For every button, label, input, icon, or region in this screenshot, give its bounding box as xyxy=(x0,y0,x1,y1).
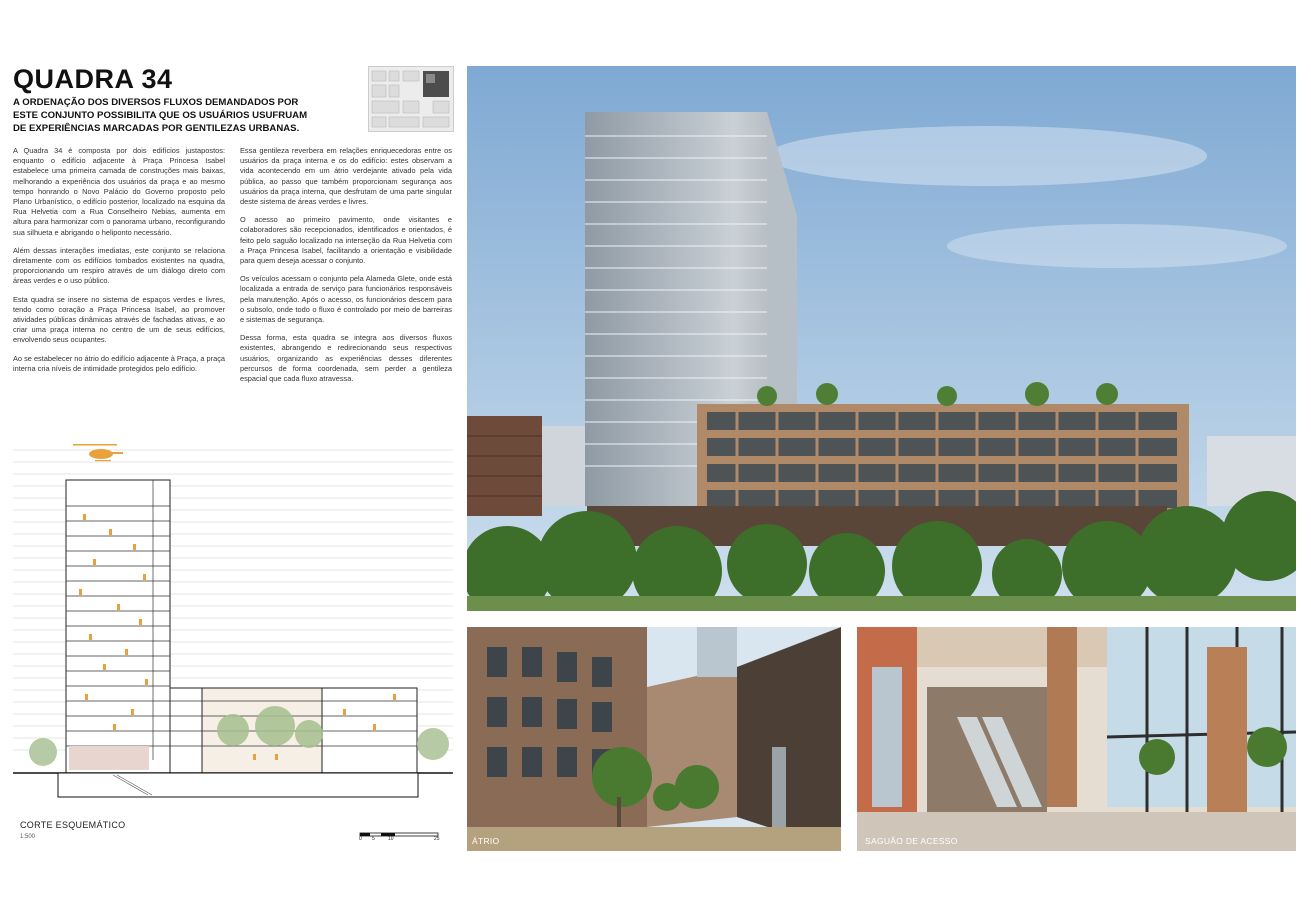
atrium-render-image xyxy=(467,627,841,851)
scale-tick: 10 xyxy=(388,836,394,842)
section-caption: CORTE ESQUEMÁTICO xyxy=(20,820,126,830)
paragraph: Os veículos acessam o conjunto pela Alameda Glete, onde está localizada a entrada de serviço para funcionários responsáveis pela manutenção. Após o acesso, os funcionários descem para o subsolo, onde todo o fluxo é controlado por meio de barreiras e sistemas de segurança. xyxy=(240,274,452,325)
lobby-caption: SAGUÃO DE ACESSO xyxy=(865,836,958,846)
scale-tick: 0 xyxy=(359,836,362,842)
paragraph: Esta quadra se insere no sistema de espaços verdes e livres, tendo como coração a Praça Princesa Isabel, ao promover atividades públicas dinâmicas através de fachadas ativas, e ao criar uma praça interna no centro de um de seus edifícios, envolvendo seus ocupantes. xyxy=(13,294,225,345)
paragraph: A Quadra 34 é composta por dois edifícios justapostos: enquanto o edifício adjacente à Praça Princesa Isabel estabelece uma primeira camada de construções mais baixas, melhorando a experiência dos usuários da praça e ao mesmo tempo honrando o Novo Palácio do Governo proposto pelo Plano Urbanístico, o edifício posterior, localizado na esquina da Rua Helvetia com a Rua Conselheiro Nebias, aumenta em altura para harmonizar com o panorama urbano, reconfigurando sua silhueta e abrigando o heliponto necessário. xyxy=(13,146,225,237)
text-column-1 xyxy=(13,146,225,382)
paragraph: Essa gentileza reverbera em relações enriquecedoras entre os usuários da praça interna e os do edifício: estes observam a vida acontecendo em um átrio verdejante ativado pela vida pública, ao passo que também proporcionam segurança aos usuários da praça interna, que desfrutam de uma parte singular deste sistema de áreas verdes e livres. xyxy=(240,146,452,207)
location-key-map xyxy=(368,66,454,132)
schematic-section-drawing xyxy=(13,430,453,810)
paragraph: Além dessas interações imediatas, este conjunto se relaciona diretamente com os edifícios tombados existentes na quadra, proporcionando um respiro através de um diálogo direto com áreas verdes e o uso público. xyxy=(13,245,225,286)
page-title: QUADRA 34 xyxy=(13,64,173,94)
paragraph: Ao se estabelecer no átrio do edifício adjacente à Praça, a praça interna cria níveis de intimidade protegidos pelo edifício. xyxy=(13,353,225,373)
paragraph: O acesso ao primeiro pavimento, onde visitantes e colaboradores são recepcionados, identificados e orientados, é feito pelo saguão localizado na interseção da Rua Helvetia com a Praça Princesa Isabel, facilitando a orientação e visibilidade para quem deseja acessar o conjunto. xyxy=(240,215,452,266)
graphic-scale-bar xyxy=(359,826,439,844)
scale-tick: 25 xyxy=(434,836,440,842)
text-column-2 xyxy=(240,146,452,392)
atrium-caption: ÁTRIO xyxy=(472,836,500,846)
aerial-render-image xyxy=(467,66,1296,611)
scale-tick: 5 xyxy=(372,836,375,842)
lobby-render-image xyxy=(857,627,1296,851)
section-scale-ratio: 1:500 xyxy=(20,834,36,840)
paragraph: Dessa forma, esta quadra se integra aos diversos fluxos existentes, abrangendo e redirecionando seus respectivos usuários, organizando as experiências desses diferentes percursos de forma coordenada, sem perder a gentileza espacial que cada fluxo atravessa. xyxy=(240,333,452,384)
page-subtitle: A ORDENAÇÃO DOS DIVERSOS FLUXOS DEMANDADOS POR ESTE CONJUNTO POSSIBILITA QUE OS USUÁRIOS USUFRUAM DE EXPERIÊNCIAS MARCADAS POR GENTILEZAS URBANAS. xyxy=(13,97,308,134)
